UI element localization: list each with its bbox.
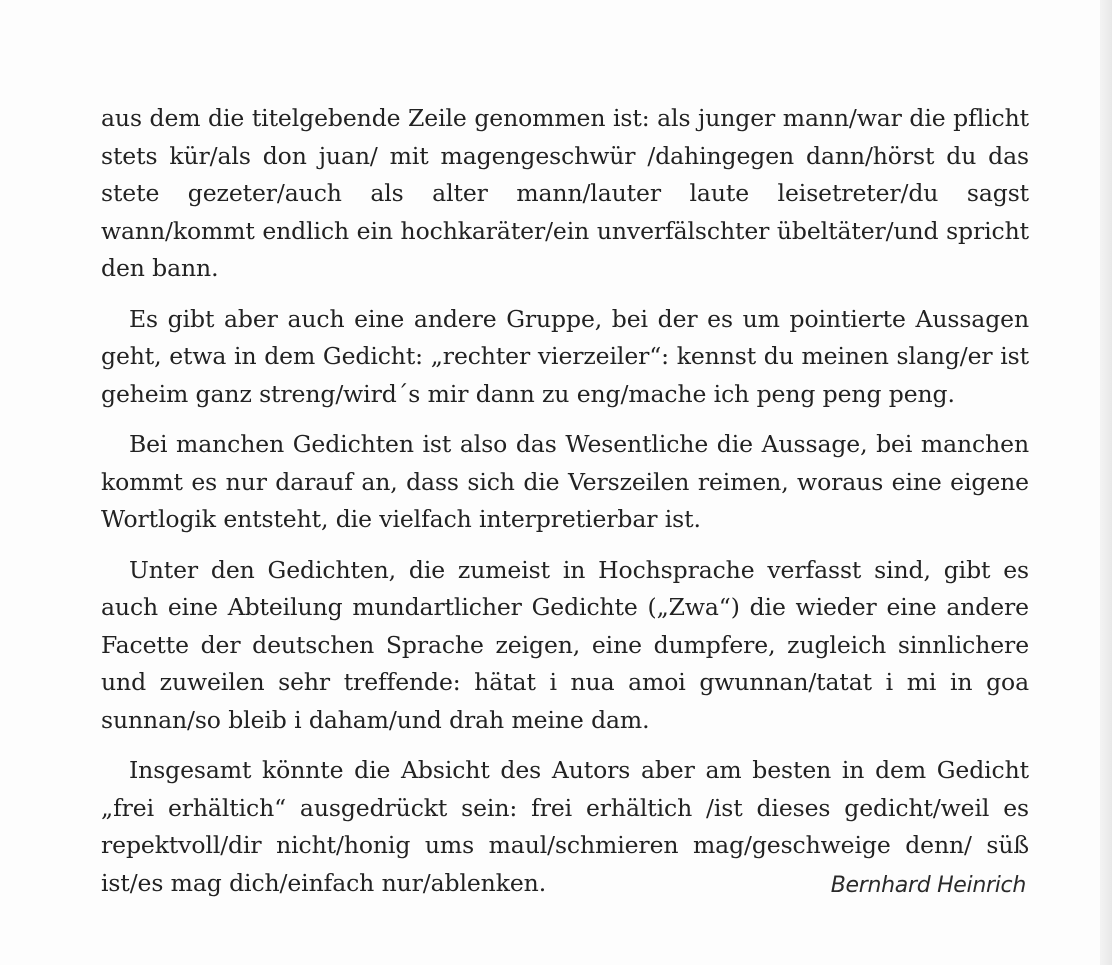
paragraph-3: Bei manchen Gedichten ist also das Wesentliche die Aussage, bei manchen kommt es nur darauf an, dass sich die Verszeilen reimen, woraus eine eigene Wortlogik entsteht, die vielfach interpretierbar ist. (101, 430, 1029, 533)
body-text (101, 100, 1029, 915)
paragraph-4: Unter den Gedichten, die zumeist in Hochsprache verfasst sind, gibt es auch eine Abteilung mundartlicher Gedichte („Zwa“) die wieder eine andere Facette der deutschen Sprache zeigen, eine dumpfere, zugleich sinnlichere und zuweilen sehr treffende: hätat i nua amoi gwunnan/tatat i mi in goa sunnan/so bleib i daham/und drah meine dam. (101, 555, 1029, 734)
paragraph-2: Es gibt aber auch eine andere Gruppe, bei der es um pointierte Aussagen geht, etwa in dem Gedicht: „rechter vierzeiler“: kennst du meinen slang/er ist geheim ganz streng/wird´s mir dann zu eng/mache ich peng peng peng. (101, 304, 1029, 408)
page-edge (1100, 0, 1112, 965)
author-signature: Bernhard Heinrich (830, 873, 1026, 898)
paragraph-1: aus dem die titelgebende Zeile genommen ist: als junger mann/war die pflicht stets kür/als don juan/ mit magengeschwür /dahingegen dann/hörst du das stete gezeter/auch als alter mann/lauter laute leisetreter/du sagst wann/kommt endlich ein hochkaräter/ein unverfälschter übeltäter/und spricht den bann. (101, 104, 1029, 282)
paragraph-5: Insgesamt könnte die Absicht des Autors aber am besten in dem Gedicht „frei erhältich“ ausgedrückt sein: frei erhältich /ist dieses gedicht/weil es repektvoll/dir nicht/honig ums maul/schmieren mag/geschweige denn/ süß ist/es mag dich/einfach nur/ablenken. (101, 756, 1029, 897)
